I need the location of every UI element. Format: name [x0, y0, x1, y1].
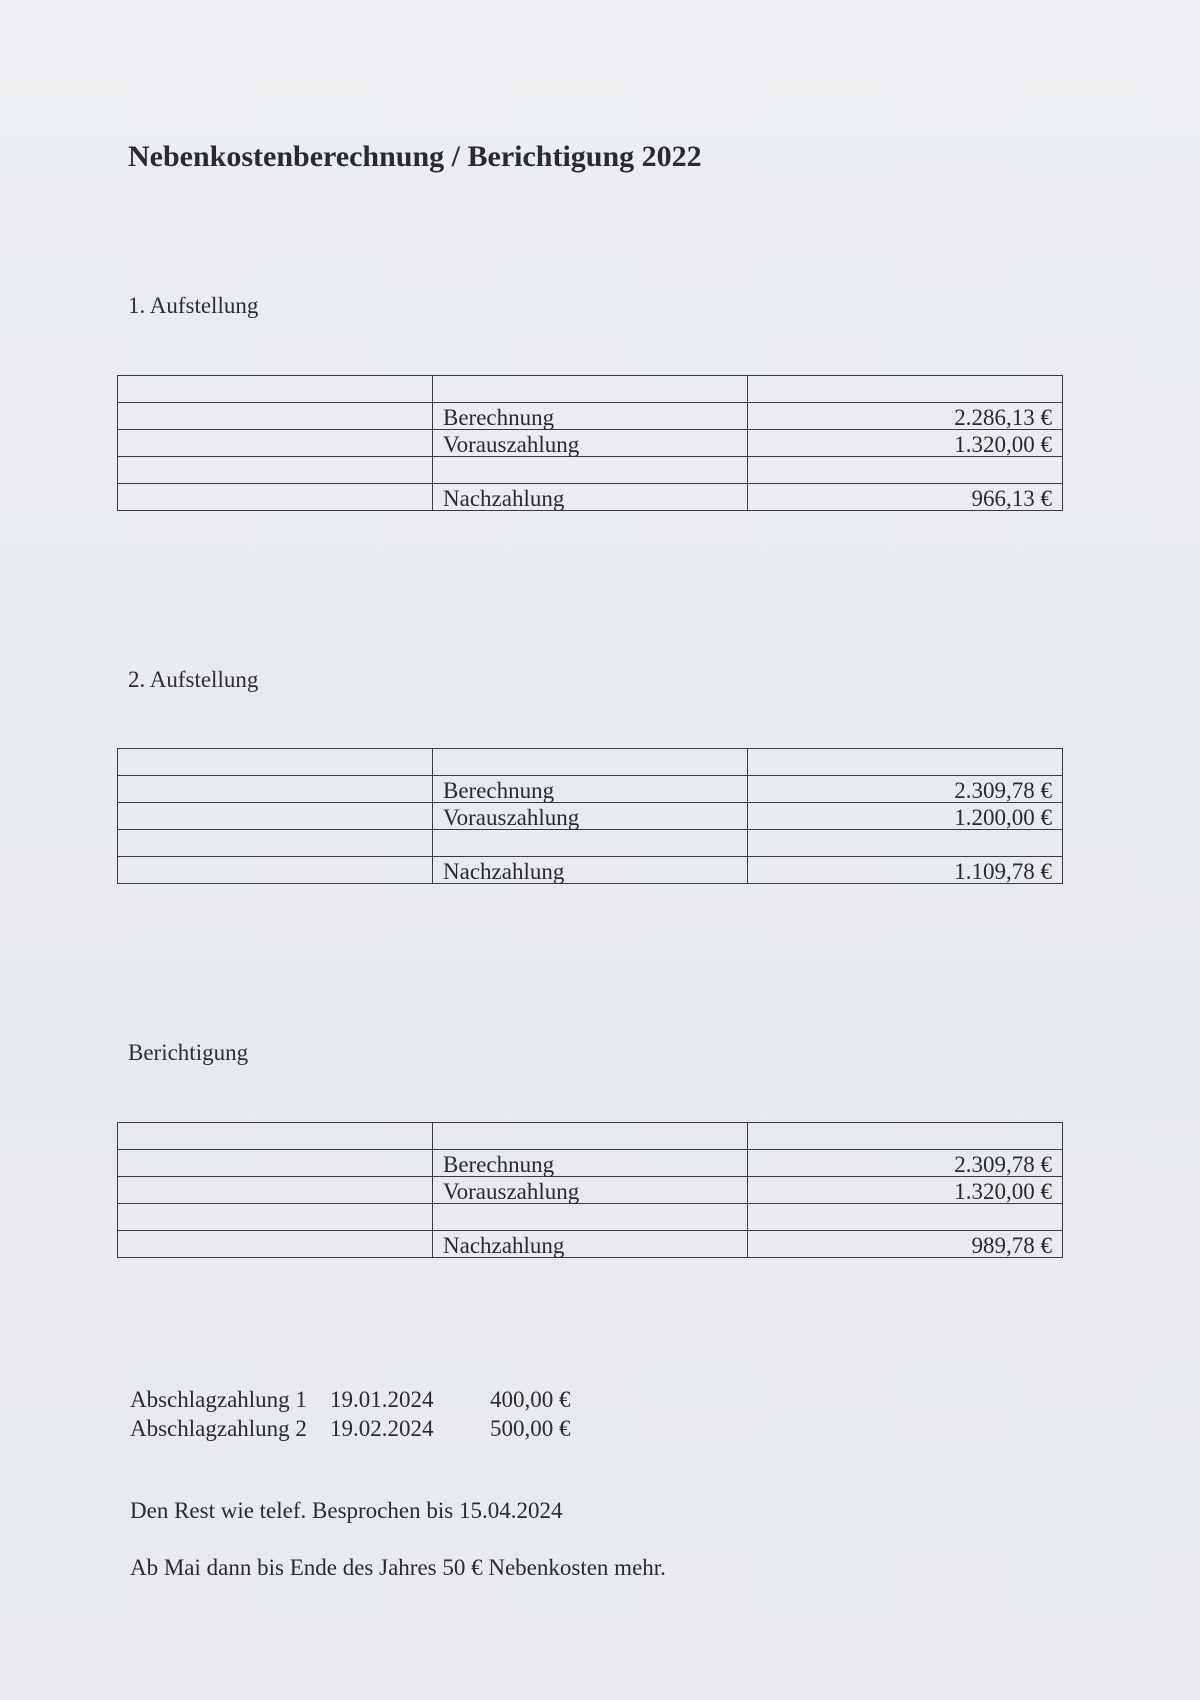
- note-may: Ab Mai dann bis Ende des Jahres 50 € Nebenkosten mehr.: [130, 1555, 666, 1580]
- berechnung-value: 2.309,78 €: [748, 1150, 1063, 1177]
- payment-row: [130, 1385, 600, 1414]
- table-row: [118, 1150, 1063, 1177]
- calc-table-aufstellung-1: [117, 375, 1063, 511]
- berechnung-value: 2.309,78 €: [748, 776, 1063, 803]
- note-rest: Den Rest wie telef. Besprochen bis 15.04.2024: [130, 1498, 563, 1523]
- table-row: [118, 457, 1063, 484]
- section-heading-aufstellung-2: 2. Aufstellung: [128, 667, 259, 692]
- nachzahlung-value: 966,13 €: [748, 484, 1063, 511]
- payment-amount: 500,00 €: [490, 1416, 571, 1441]
- nachzahlung-value: 989,78 €: [748, 1231, 1063, 1258]
- nachzahlung-label: Nachzahlung: [433, 484, 748, 511]
- table-row: [118, 749, 1063, 776]
- table-row: [118, 403, 1063, 430]
- berechnung-label: Berechnung: [433, 403, 748, 430]
- table-row: [118, 484, 1063, 511]
- table-row: [118, 376, 1063, 403]
- payments-list: [130, 1385, 600, 1443]
- payment-label: Abschlagzahlung 1: [130, 1387, 307, 1412]
- nachzahlung-value: 1.109,78 €: [748, 857, 1063, 884]
- nachzahlung-label: Nachzahlung: [433, 1231, 748, 1258]
- table-row: [118, 776, 1063, 803]
- berechnung-label: Berechnung: [433, 1150, 748, 1177]
- vorauszahlung-label: Vorauszahlung: [433, 803, 748, 830]
- section-heading-aufstellung-1: 1. Aufstellung: [128, 293, 259, 318]
- vorauszahlung-label: Vorauszahlung: [433, 1177, 748, 1204]
- table-row: [118, 857, 1063, 884]
- table-row: [118, 830, 1063, 857]
- berechnung-value: 2.286,13 €: [748, 403, 1063, 430]
- payment-row: [130, 1414, 600, 1443]
- document-title: Nebenkostenberechnung / Berichtigung 2022: [128, 140, 702, 173]
- table-row: [118, 1231, 1063, 1258]
- nachzahlung-label: Nachzahlung: [433, 857, 748, 884]
- payment-date: 19.02.2024: [330, 1416, 434, 1441]
- table-row: [118, 1204, 1063, 1231]
- vorauszahlung-value: 1.320,00 €: [748, 1177, 1063, 1204]
- table-row: [118, 1123, 1063, 1150]
- payment-label: Abschlagzahlung 2: [130, 1416, 307, 1441]
- section-heading-berichtigung: Berichtigung: [128, 1040, 249, 1065]
- payment-date: 19.01.2024: [330, 1387, 434, 1412]
- table-row: [118, 430, 1063, 457]
- berechnung-label: Berechnung: [433, 776, 748, 803]
- payment-amount: 400,00 €: [490, 1387, 571, 1412]
- calc-table-berichtigung: [117, 1122, 1063, 1258]
- vorauszahlung-value: 1.320,00 €: [748, 430, 1063, 457]
- table-row: [118, 1177, 1063, 1204]
- calc-table-aufstellung-2: [117, 748, 1063, 884]
- vorauszahlung-label: Vorauszahlung: [433, 430, 748, 457]
- table-row: [118, 803, 1063, 830]
- vorauszahlung-value: 1.200,00 €: [748, 803, 1063, 830]
